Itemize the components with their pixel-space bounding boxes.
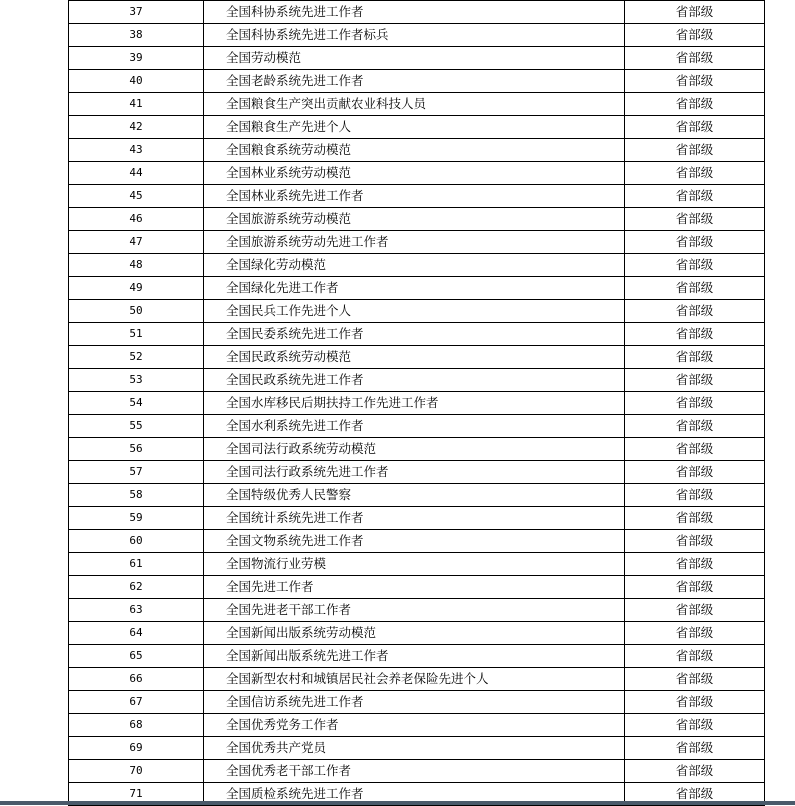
- honor-name-cell: 全国物流行业劳模: [204, 553, 625, 576]
- honor-level-cell: 省部级: [625, 622, 765, 645]
- honor-name-cell: 全国文物系统先进工作者: [204, 530, 625, 553]
- honor-level-cell: 省部级: [625, 47, 765, 70]
- table-row: [69, 346, 765, 369]
- honor-level-cell: 省部级: [625, 714, 765, 737]
- table-row: [69, 507, 765, 530]
- table-row: [69, 530, 765, 553]
- honor-level-cell: 省部级: [625, 415, 765, 438]
- row-number-cell: 45: [69, 185, 204, 208]
- row-number-cell: 50: [69, 300, 204, 323]
- row-number-cell: 48: [69, 254, 204, 277]
- row-number-cell: 67: [69, 691, 204, 714]
- honor-level-cell: 省部级: [625, 668, 765, 691]
- honor-name-cell: 全国水利系统先进工作者: [204, 415, 625, 438]
- table-row: [69, 254, 765, 277]
- row-number-cell: 59: [69, 507, 204, 530]
- honor-level-cell: 省部级: [625, 599, 765, 622]
- table-row: [69, 415, 765, 438]
- row-number-cell: 54: [69, 392, 204, 415]
- table-row: [69, 47, 765, 70]
- honor-name-cell: 全国司法行政系统先进工作者: [204, 461, 625, 484]
- table-row: [69, 323, 765, 346]
- honor-name-cell: 全国粮食生产先进个人: [204, 116, 625, 139]
- honor-level-cell: 省部级: [625, 576, 765, 599]
- honor-level-cell: 省部级: [625, 1, 765, 24]
- row-number-cell: 41: [69, 93, 204, 116]
- table-row: [69, 208, 765, 231]
- honor-level-cell: 省部级: [625, 139, 765, 162]
- row-number-cell: 63: [69, 599, 204, 622]
- row-number-cell: 51: [69, 323, 204, 346]
- table-row: [69, 369, 765, 392]
- honor-level-cell: 省部级: [625, 553, 765, 576]
- honor-name-cell: 全国林业系统先进工作者: [204, 185, 625, 208]
- row-number-cell: 58: [69, 484, 204, 507]
- table-row: [69, 185, 765, 208]
- table-row: [69, 139, 765, 162]
- table-row: [69, 622, 765, 645]
- honor-level-cell: 省部级: [625, 783, 765, 806]
- table-row: [69, 553, 765, 576]
- row-number-cell: 42: [69, 116, 204, 139]
- table-row: [69, 737, 765, 760]
- honor-name-cell: 全国新型农村和城镇居民社会养老保险先进个人: [204, 668, 625, 691]
- honor-name-cell: 全国绿化劳动模范: [204, 254, 625, 277]
- honor-name-cell: 全国民政系统先进工作者: [204, 369, 625, 392]
- row-number-cell: 60: [69, 530, 204, 553]
- honor-level-cell: 省部级: [625, 277, 765, 300]
- row-number-cell: 52: [69, 346, 204, 369]
- honor-level-cell: 省部级: [625, 461, 765, 484]
- row-number-cell: 40: [69, 70, 204, 93]
- table-row: [69, 162, 765, 185]
- row-number-cell: 69: [69, 737, 204, 760]
- row-number-cell: 61: [69, 553, 204, 576]
- honor-name-cell: 全国质检系统先进工作者: [204, 783, 625, 806]
- honor-level-cell: 省部级: [625, 300, 765, 323]
- row-number-cell: 62: [69, 576, 204, 599]
- honor-level-cell: 省部级: [625, 507, 765, 530]
- honor-name-cell: 全国粮食生产突出贡献农业科技人员: [204, 93, 625, 116]
- honor-name-cell: 全国民委系统先进工作者: [204, 323, 625, 346]
- row-number-cell: 46: [69, 208, 204, 231]
- honor-name-cell: 全国科协系统先进工作者标兵: [204, 24, 625, 47]
- table-row: [69, 392, 765, 415]
- table-row: [69, 645, 765, 668]
- row-number-cell: 43: [69, 139, 204, 162]
- row-number-cell: 56: [69, 438, 204, 461]
- honor-level-cell: 省部级: [625, 254, 765, 277]
- honor-name-cell: 全国绿化先进工作者: [204, 277, 625, 300]
- honor-name-cell: 全国特级优秀人民警察: [204, 484, 625, 507]
- honor-level-cell: 省部级: [625, 24, 765, 47]
- honor-name-cell: 全国林业系统劳动模范: [204, 162, 625, 185]
- table-row: [69, 93, 765, 116]
- table-row: [69, 668, 765, 691]
- table-row: [69, 484, 765, 507]
- honor-level-cell: 省部级: [625, 691, 765, 714]
- row-number-cell: 49: [69, 277, 204, 300]
- honor-level-cell: 省部级: [625, 392, 765, 415]
- table-row: [69, 70, 765, 93]
- table-row: [69, 599, 765, 622]
- honor-level-cell: 省部级: [625, 185, 765, 208]
- honor-name-cell: 全国优秀共产党员: [204, 737, 625, 760]
- honor-level-cell: 省部级: [625, 116, 765, 139]
- row-number-cell: 70: [69, 760, 204, 783]
- honor-level-cell: 省部级: [625, 323, 765, 346]
- honor-name-cell: 全国民政系统劳动模范: [204, 346, 625, 369]
- honor-name-cell: 全国信访系统先进工作者: [204, 691, 625, 714]
- honor-level-cell: 省部级: [625, 231, 765, 254]
- honor-name-cell: 全国旅游系统劳动模范: [204, 208, 625, 231]
- table-row: [69, 576, 765, 599]
- honor-name-cell: 全国粮食系统劳动模范: [204, 139, 625, 162]
- honor-name-cell: 全国民兵工作先进个人: [204, 300, 625, 323]
- honor-level-cell: 省部级: [625, 346, 765, 369]
- honor-level-cell: 省部级: [625, 530, 765, 553]
- honor-level-cell: 省部级: [625, 369, 765, 392]
- row-number-cell: 66: [69, 668, 204, 691]
- row-number-cell: 53: [69, 369, 204, 392]
- table-row: [69, 461, 765, 484]
- row-number-cell: 68: [69, 714, 204, 737]
- table-row: [69, 691, 765, 714]
- honors-table: [68, 0, 765, 806]
- row-number-cell: 44: [69, 162, 204, 185]
- table-row: [69, 116, 765, 139]
- row-number-cell: 65: [69, 645, 204, 668]
- row-number-cell: 71: [69, 783, 204, 806]
- table-row: [69, 714, 765, 737]
- table-row: [69, 760, 765, 783]
- honor-name-cell: 全国先进老干部工作者: [204, 599, 625, 622]
- honor-level-cell: 省部级: [625, 208, 765, 231]
- table-row: [69, 300, 765, 323]
- table-row: [69, 24, 765, 47]
- honor-level-cell: 省部级: [625, 645, 765, 668]
- honor-name-cell: 全国劳动模范: [204, 47, 625, 70]
- row-number-cell: 55: [69, 415, 204, 438]
- honor-level-cell: 省部级: [625, 484, 765, 507]
- honor-name-cell: 全国新闻出版系统先进工作者: [204, 645, 625, 668]
- honor-name-cell: 全国统计系统先进工作者: [204, 507, 625, 530]
- honor-name-cell: 全国优秀老干部工作者: [204, 760, 625, 783]
- honor-level-cell: 省部级: [625, 70, 765, 93]
- honor-level-cell: 省部级: [625, 760, 765, 783]
- honor-name-cell: 全国旅游系统劳动先进工作者: [204, 231, 625, 254]
- honor-name-cell: 全国科协系统先进工作者: [204, 1, 625, 24]
- honor-level-cell: 省部级: [625, 93, 765, 116]
- honors-table-body: [69, 1, 765, 806]
- honor-name-cell: 全国老龄系统先进工作者: [204, 70, 625, 93]
- honor-name-cell: 全国水库移民后期扶持工作先进工作者: [204, 392, 625, 415]
- row-number-cell: 47: [69, 231, 204, 254]
- table-row: [69, 1, 765, 24]
- honor-name-cell: 全国新闻出版系统劳动模范: [204, 622, 625, 645]
- row-number-cell: 64: [69, 622, 204, 645]
- row-number-cell: 38: [69, 24, 204, 47]
- row-number-cell: 37: [69, 1, 204, 24]
- table-row: [69, 231, 765, 254]
- window-bottom-edge: [0, 801, 795, 805]
- row-number-cell: 39: [69, 47, 204, 70]
- table-row: [69, 277, 765, 300]
- honor-name-cell: 全国先进工作者: [204, 576, 625, 599]
- honor-level-cell: 省部级: [625, 737, 765, 760]
- table-row: [69, 438, 765, 461]
- honor-level-cell: 省部级: [625, 162, 765, 185]
- honor-name-cell: 全国司法行政系统劳动模范: [204, 438, 625, 461]
- honor-level-cell: 省部级: [625, 438, 765, 461]
- honor-name-cell: 全国优秀党务工作者: [204, 714, 625, 737]
- row-number-cell: 57: [69, 461, 204, 484]
